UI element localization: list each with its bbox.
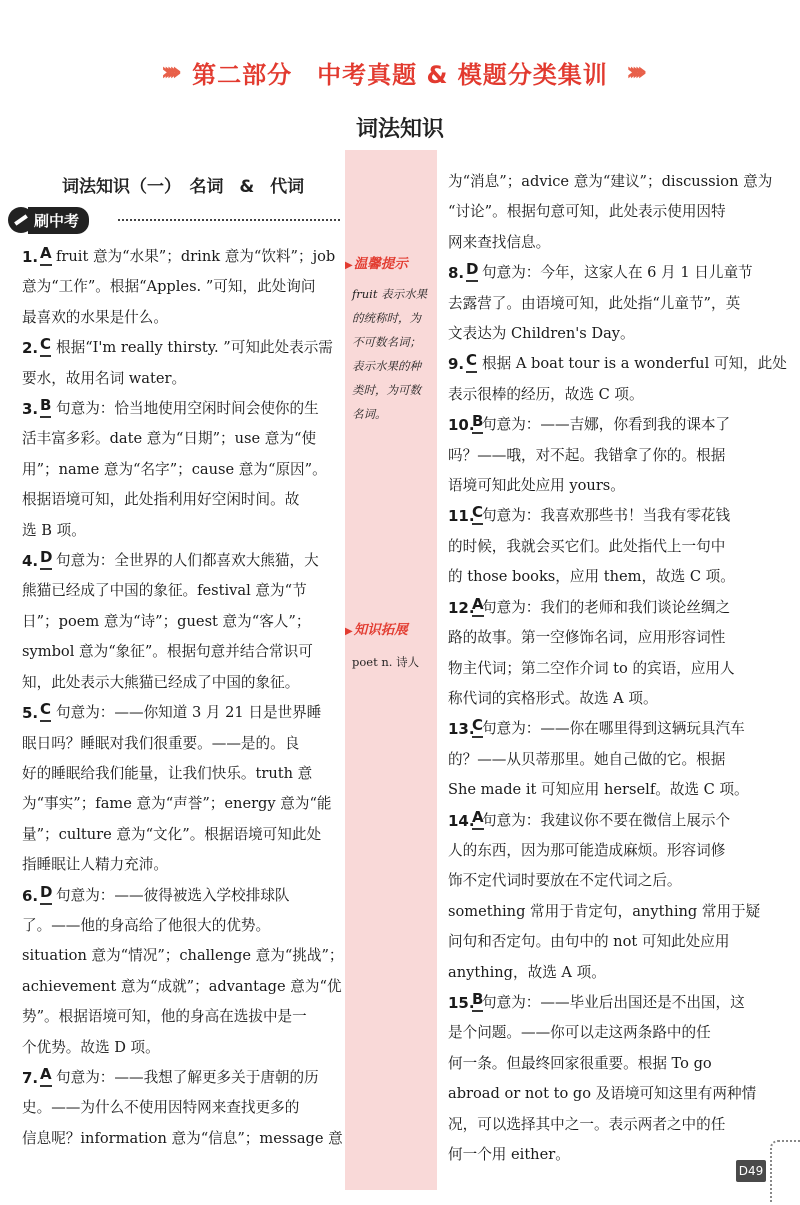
- note-body: fruit 表示水果 的统称时，为 不可数名词； 表示水果的种 类时，为可数 名词。: [352, 287, 428, 421]
- answer-item: 11. C 句意为：我喜欢那些书！当我有零花钱 的时候，我就会买它们。此处指代上一句中 的 those books，应用 them，故选 C 项。: [448, 503, 735, 586]
- right-column: [448, 167, 787, 1170]
- answer-item: 8. D 句意为：今年，这家人在 6 月 1 日儿童节 去露营了。由语境可知，此处指“儿童节”，英 文表达为 Children's Day。: [448, 260, 753, 343]
- answer-item: 1. A fruit 意为“水果”；drink 意为“饮料”；job 意为“工作”。根据“Apples. ”可知，此处询问 最喜欢的水果是什么。: [22, 244, 336, 326]
- note-title: ▶ 知识拓展: [345, 618, 437, 638]
- answer-item: 3. B 句意为：恰当地使用空闲时间会使你的生 活丰富多彩。date 意为“日期”；use 意为“使 用”；name 意为“名字”；cause 意为“原因”。 根据语境可知，此处指利用好空闲时间。故 选 B 项。: [22, 396, 327, 539]
- left-column: [22, 242, 344, 1154]
- chevrons-right-icon: › › › › ›: [625, 57, 640, 87]
- answer-item: 6. D 句意为：——彼得被选入学校排球队 了。——他的身高给了他很大的优势。 situation 意为“情况”；challenge 意为“挑战”； achievement 意为“成就”；advantage 意为“优 势”。根据语境可知，他的身高在选拔中是一 个优势。故选 D 项。: [22, 882, 344, 1056]
- page-number: D49: [736, 1160, 766, 1182]
- answer-item: 10. B 句意为：——吉娜，你看到我的课本了 吗？——哦，对不起。我错拿了你的。根据 语境可知此处应用 yours。: [448, 412, 731, 495]
- note-body: poet n. 诗人: [352, 655, 420, 669]
- divider: [118, 219, 340, 221]
- subsection-title: 词法知识（一） 名词 & 代词: [62, 177, 305, 197]
- part-banner: [0, 52, 800, 92]
- answer-item: 7. A 句意为：——我想了解更多关于唐朝的历 史。——为什么不使用因特网来查找更多的 信息呢？information 意为“信息”；message 意: [22, 1064, 343, 1147]
- section-title: 词法知识: [355, 117, 444, 142]
- answer-item: 15. B 句意为：——毕业后出国还是不出国，这 是个问题。——你可以走这两条路中的任 何一条。但最终回家很重要。根据 To go abroad or not to go 及语境可知这里有两种情 况，可以选择其中之一。表示两者之中的任 何一个用 either。: [448, 989, 757, 1163]
- page-corner-mark: [770, 1140, 800, 1202]
- continued-text: 为“消息”；advice 意为“建议”；discussion 意为 “讨论”。根据句意可知，此处表示使用因特 网来查找信息。: [448, 173, 773, 251]
- answer-item: 14. A 句意为：我建议你不要在微信上展示个 人的东西，因为那可能造成麻烦。形容词修 饰不定代词时要放在不定代词之后。 something 常用于肯定句，anything 常用于疑 问句和否定句。由句中的 not 可知此处应用 anything，故选 A 项。: [448, 807, 761, 981]
- answer-item: 4. D 句意为：全世界的人们都喜欢大熊猫，大 熊猫已经成了中国的象征。festival 意为“节 日”；poem 意为“诗”；guest 意为“客人”； symbol 意为“象征”。根据句意并结合常识可 知，此处表示大熊猫已经成了中国的象征。: [22, 548, 319, 691]
- note-title: ▶ 温馨提示: [345, 252, 437, 272]
- answer-item: 9. C 根据 A boat tour is a wonderful 可知，此处 表示很棒的经历，故选 C 项。: [448, 351, 787, 403]
- chevrons-left-icon: › › › › ›: [160, 57, 175, 87]
- pencil-icon: [8, 207, 34, 233]
- banner-title: 第二部分 中考真题 & 模题分类集训: [192, 60, 608, 89]
- answer-item: 2. C 根据“I'm really thirsty. ”可知此处表示需 要水，故用名词 water。: [22, 335, 333, 387]
- answer-item: 5. C 句意为：——你知道 3 月 21 日是世界睡 眠日吗？睡眠对我们很重要。——是的。良 好的睡眠给我们能量，让我们快乐。truth 意 为“事实”；fame 意为“声誉”；energy 意为“能 量”；culture 意为“文化”。根据语境可知此处 指睡眠让人精力充沛。: [22, 700, 332, 874]
- badge-label: 刷中考: [28, 207, 89, 234]
- badge: [8, 207, 89, 233]
- answer-item: 12. A 句意为：我们的老师和我们谈论丝绸之 路的故事。第一空修饰名词，应用形容词性 物主代词；第二空作介词 to 的宾语，应用人 称代词的宾格形式。故选 A 项。: [448, 594, 735, 707]
- answer-item: 13. C 句意为：——你在哪里得到这辆玩具汽车 的？——从贝蒂那里。她自己做的它。根据 She made it 可知应用 herself。故选 C 项。: [448, 716, 749, 799]
